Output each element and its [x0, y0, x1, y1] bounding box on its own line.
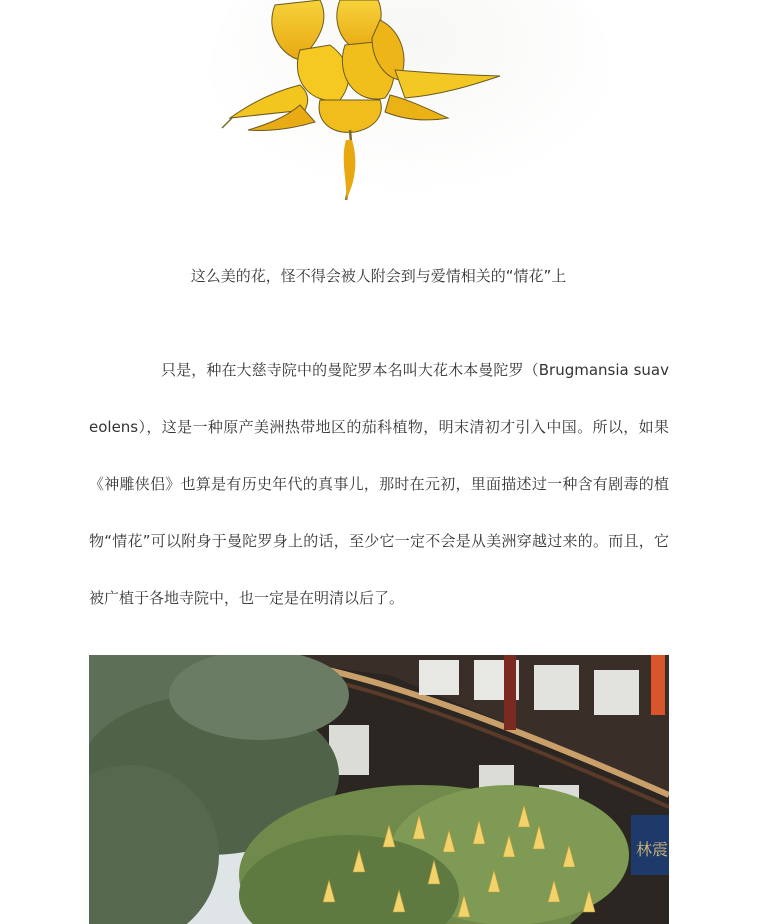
temple-photo: [89, 655, 669, 924]
figure-caption: 这么美的花，怪不得会被人附会到与爱情相关的“情花”上: [190, 267, 567, 285]
sign-text: 林震: [636, 840, 669, 859]
flower-illustration: [0, 0, 757, 215]
yellow-flower-illustration-icon: [0, 0, 757, 215]
body-paragraph: 只是，种在大慈寺院中的曼陀罗本名叫大花木本曼陀罗（Brugmansia suaveolens），这是一种原产美洲热带地区的茄科植物，明末清初才引入中国。所以，如果《神雕侠侣》也算是有历史年代的真事儿，那时在元初，里面描述过一种含有剧毒的植物“情花”可以附身于曼陀罗身上的话，至少它一定不会是从美洲穿越过来的。而且，它被广植于各地寺院中，也一定是在明清以后了。: [89, 361, 669, 607]
temple-brugmansia-photo-icon: [89, 655, 669, 924]
